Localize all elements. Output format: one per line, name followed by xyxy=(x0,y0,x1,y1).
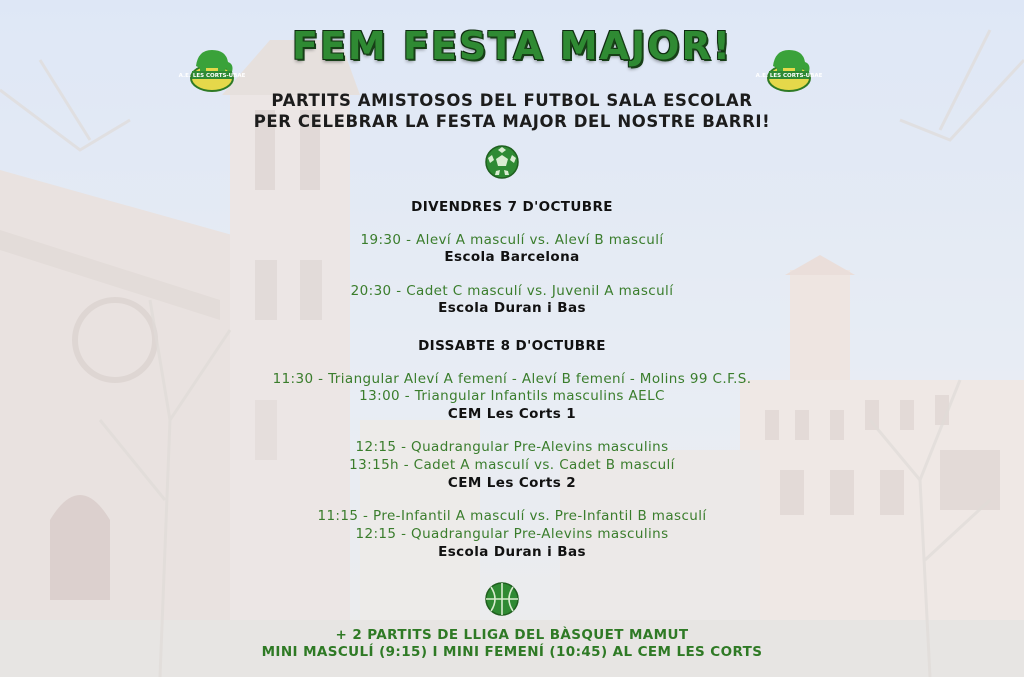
match-line: 19:30 - Aleví A masculí vs. Aleví B masculí xyxy=(360,232,664,248)
match-line: 12:15 - Quadrangular Pre-Alevins masculins xyxy=(355,526,669,542)
day-heading-friday: DIVENDRES 7 D'OCTUBRE xyxy=(411,199,613,215)
venue-line: CEM Les Corts 2 xyxy=(447,475,577,491)
subtitle-line: PER CELEBRAR LA FESTA MAJOR DEL NOSTRE BARRI! xyxy=(253,112,771,131)
match-line: 11:15 - Pre-Infantil A masculí vs. Pre-Infantil B masculí xyxy=(317,508,707,524)
footer-line: + 2 PARTITS DE LLIGA DEL BÀSQUET MAMUT xyxy=(335,627,689,643)
match-line: 12:15 - Quadrangular Pre-Alevins masculins xyxy=(355,439,669,455)
logo-text: A.E. LES CORTS-UBAE xyxy=(755,73,823,79)
poster-subtitle xyxy=(0,90,1024,132)
day-heading-saturday: DISSABTE 8 D'OCTUBRE xyxy=(418,338,606,354)
match-line: 20:30 - Cadet C masculí vs. Juvenil A masculí xyxy=(350,283,674,299)
basketball-icon xyxy=(485,582,519,616)
venue-line: CEM Les Corts 1 xyxy=(447,406,577,422)
match-line: 13:00 - Triangular Infantils masculins AELC xyxy=(359,388,665,404)
soccer-ball-icon xyxy=(485,145,519,179)
venue-line: Escola Barcelona xyxy=(444,249,580,265)
footer-line: MINI MASCULÍ (9:15) I MINI FEMENÍ (10:45) AL CEM LES CORTS xyxy=(261,644,763,660)
match-line: 11:30 - Triangular Aleví A femení - Aleví B femení - Molins 99 C.F.S. xyxy=(272,371,752,387)
subtitle-line: PARTITS AMISTOSOS DEL FUTBOL SALA ESCOLAR xyxy=(271,91,753,110)
match-line: 13:15h - Cadet A masculí vs. Cadet B masculí xyxy=(349,457,675,473)
venue-line: Escola Duran i Bas xyxy=(438,300,586,316)
venue-line: Escola Duran i Bas xyxy=(438,544,586,560)
poster-title: FEM FESTA MAJOR! xyxy=(291,24,733,68)
logo-text: A.E. LES CORTS-UBAE xyxy=(178,73,246,79)
